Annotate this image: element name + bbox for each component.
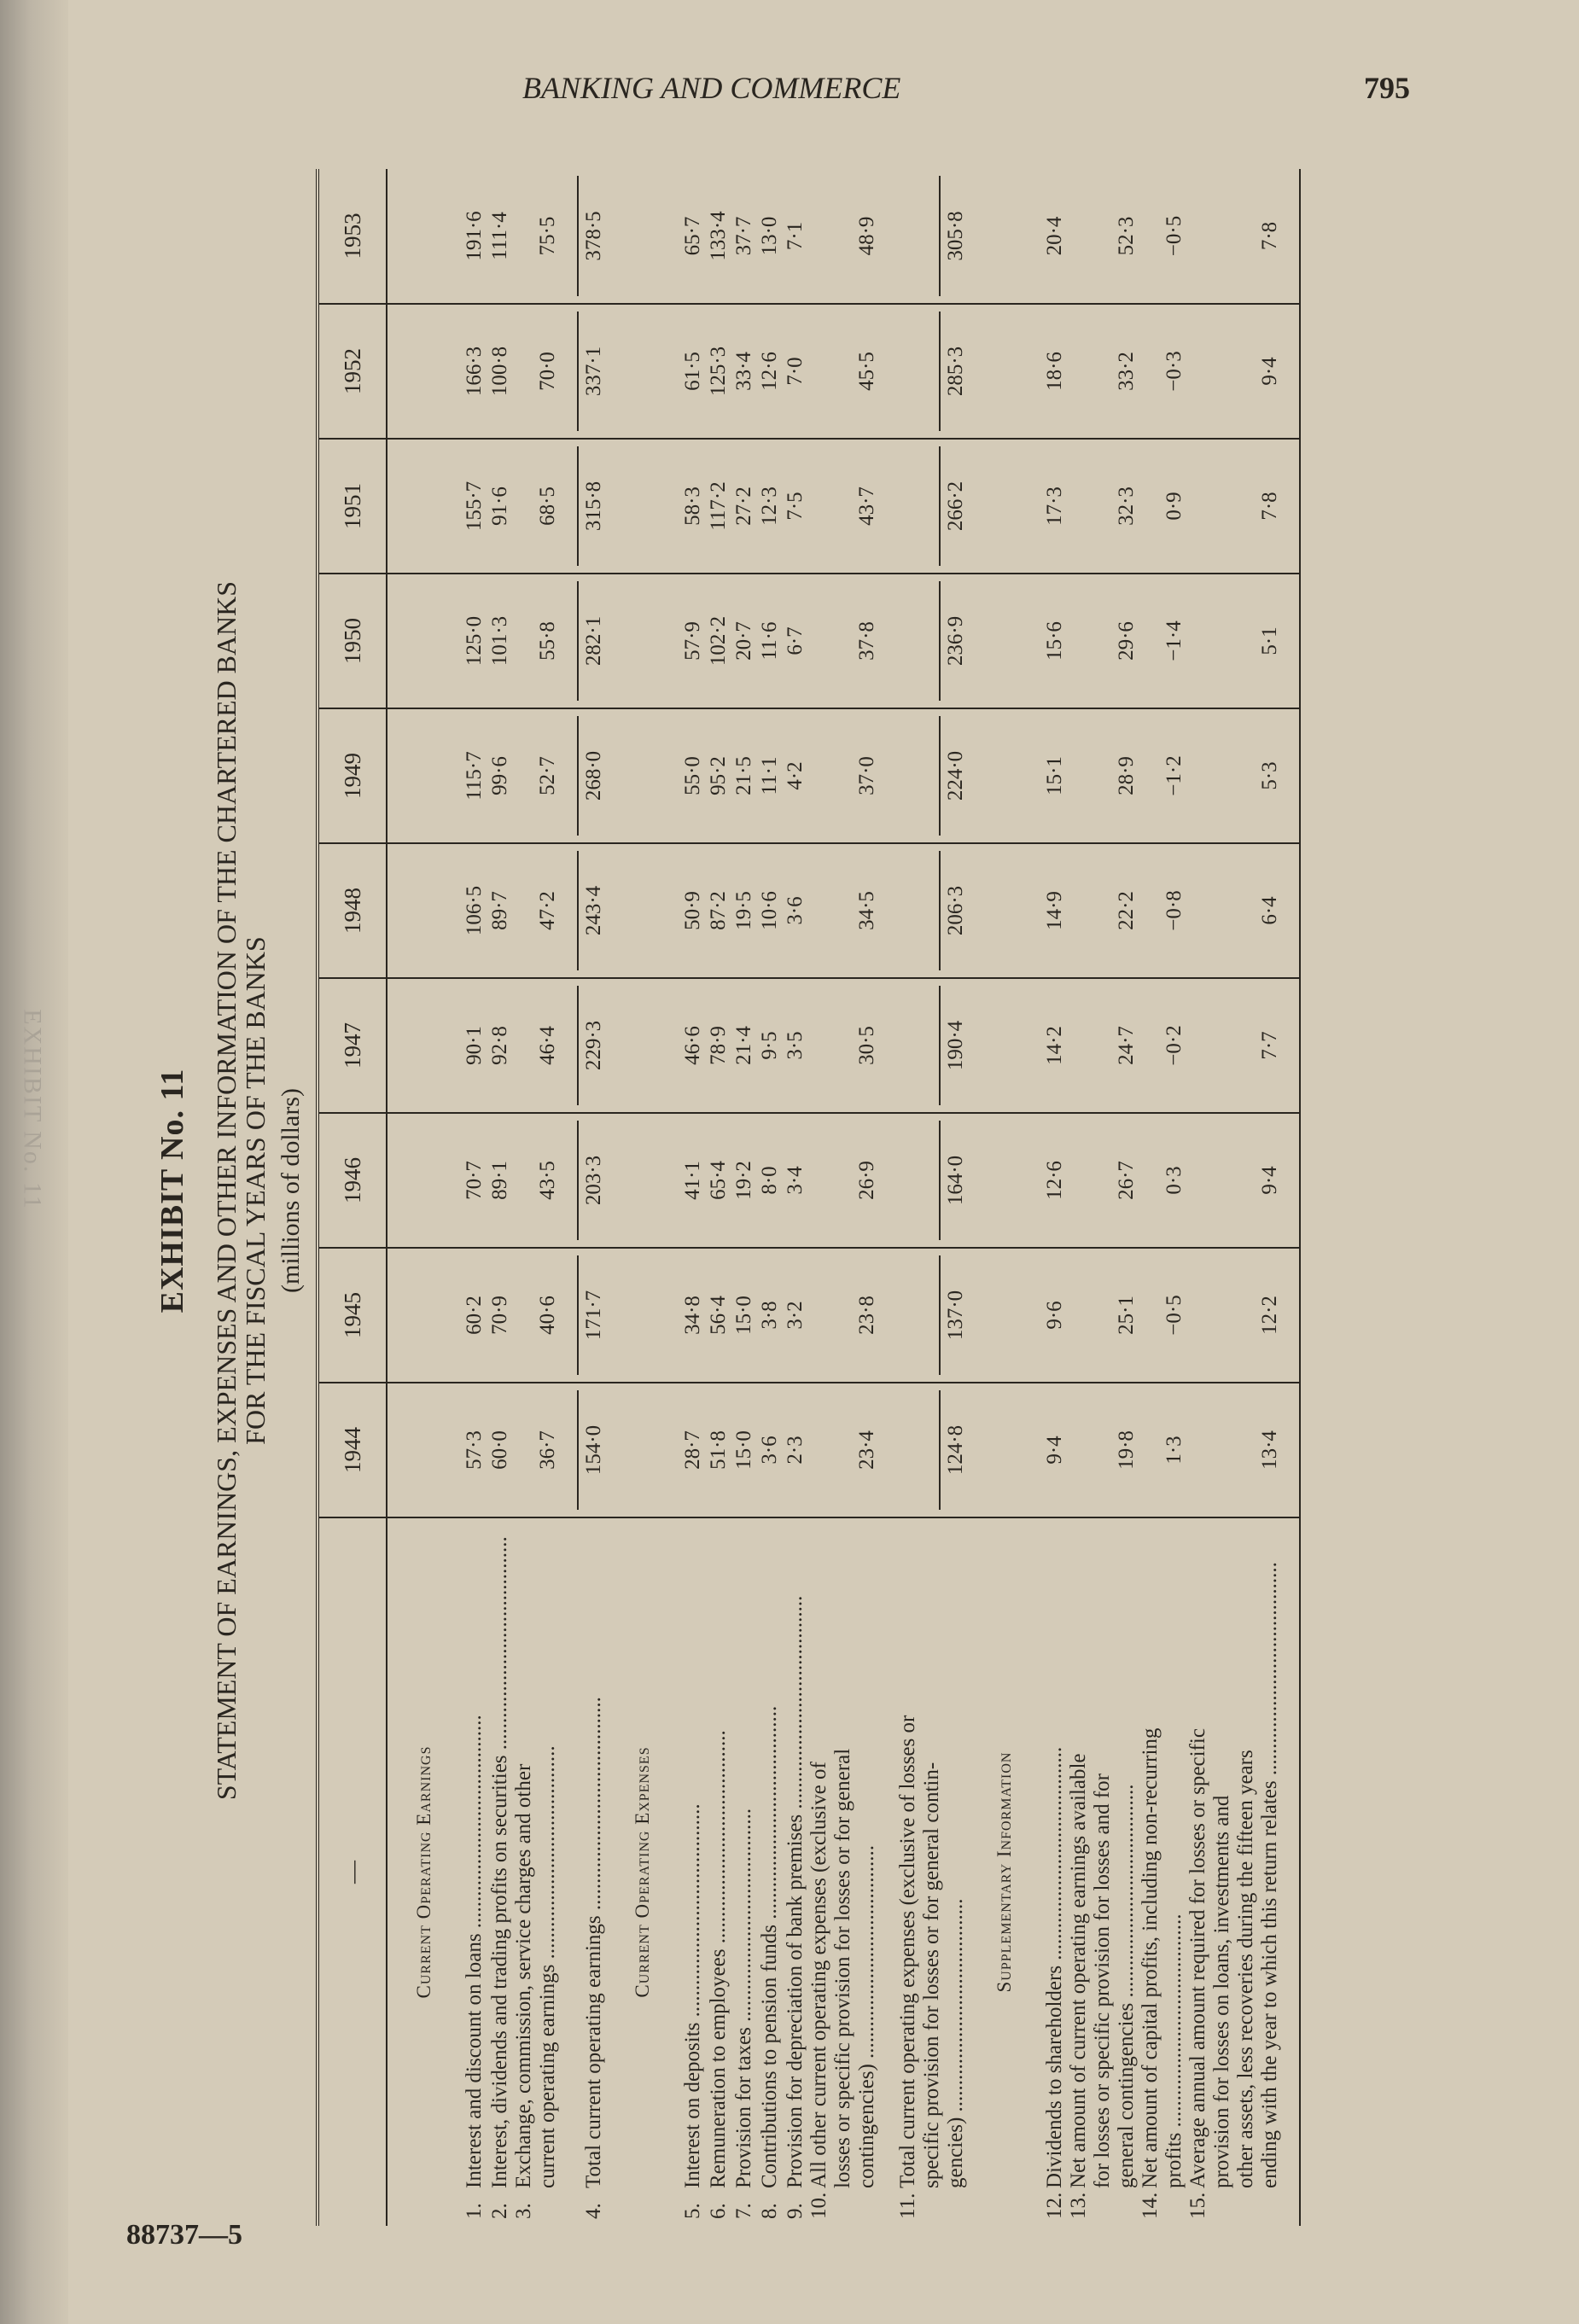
value-cell: 164·0 — [939, 1121, 968, 1240]
row-label: Provision for taxes ..... — [732, 1525, 756, 2188]
value-cell: 75·5 — [512, 169, 560, 304]
value-cell: 282·1 — [577, 581, 606, 701]
row-label: Remuneration to employees ..... — [707, 1525, 731, 2188]
value-cell: 37·0 — [807, 708, 879, 843]
value-cell: 8·0 — [756, 1113, 782, 1248]
value-cell: 229·3 — [577, 986, 606, 1105]
year-header: 1953 — [318, 169, 387, 304]
value-cell: 70·0 — [512, 304, 560, 439]
value-cell: 171·7 — [577, 1255, 606, 1375]
table-row — [782, 169, 807, 2226]
value-cell: 111·4 — [487, 169, 512, 304]
value-cell: 99·6 — [487, 708, 512, 843]
row-label: Provision for depreciation of bank premises ..... — [784, 1525, 807, 2188]
value-cell: 21·5 — [731, 708, 756, 843]
row-label: losses or specific provision for losses or for general — [831, 1748, 854, 2188]
row-label: Interest on deposits ..... — [681, 1525, 705, 2188]
value-cell: 91·6 — [487, 439, 512, 574]
value-cell: 15·1 — [1041, 708, 1067, 843]
serial-number: 88737—5 — [126, 2219, 242, 2251]
value-cell: 9·6 — [1041, 1248, 1067, 1383]
row-number: 2. — [488, 2203, 511, 2219]
value-cell: 337·1 — [577, 312, 606, 431]
row-label: Dividends to shareholders ..... — [1043, 1525, 1067, 2188]
value-cell: 65·4 — [705, 1113, 731, 1248]
value-cell: 10·6 — [756, 843, 782, 978]
value-cell: 33·4 — [731, 304, 756, 439]
value-cell: 36·7 — [512, 1383, 560, 1517]
value-cell: 154·0 — [577, 1390, 606, 1510]
row-label: specific provision for losses or for general contin- — [920, 1762, 943, 2188]
table-row — [487, 169, 512, 2226]
value-cell: 12·3 — [756, 439, 782, 574]
table-row-total — [879, 169, 968, 2226]
row-number: 12. — [1043, 2192, 1066, 2219]
value-cell: 155·7 — [461, 439, 487, 574]
row-number: 7. — [732, 2203, 755, 2219]
value-cell: 106·5 — [461, 843, 487, 978]
section-earnings: Current Operating Earnings — [413, 1745, 434, 1999]
row-label: Contributions to pension funds ..... — [758, 1525, 782, 2188]
year-header: 1952 — [318, 304, 387, 439]
row-label: current operating earnings ..... — [536, 1525, 560, 2188]
stub-header: — — [318, 1517, 387, 2226]
value-cell: 26·9 — [807, 1113, 879, 1248]
value-cell: 102·2 — [705, 574, 731, 708]
value-cell: 3·4 — [782, 1113, 807, 1248]
value-cell: 19·2 — [731, 1113, 756, 1248]
value-cell: 285·3 — [939, 312, 968, 431]
value-cell: 4·2 — [782, 708, 807, 843]
value-cell: 33·2 — [1067, 304, 1139, 439]
value-cell: 52·7 — [512, 708, 560, 843]
table-row — [807, 169, 879, 2226]
value-cell: 20·7 — [731, 574, 756, 708]
row-label: Exchange, commission, service charges and other — [512, 1763, 535, 2188]
row-number: 6. — [707, 2203, 730, 2219]
value-cell: −0·8 — [1139, 843, 1186, 978]
value-cell: 133·4 — [705, 169, 731, 304]
row-number: 3. — [512, 2203, 535, 2219]
value-cell: 47·2 — [512, 843, 560, 978]
row-number: 11. — [896, 2193, 919, 2219]
row-label: Interest, dividends and trading profits on securities ..... — [488, 1525, 512, 2188]
row-label: other assets, less recoveries during the fifteen years — [1234, 1750, 1257, 2188]
value-cell: 268·0 — [577, 716, 606, 836]
value-cell: 57·9 — [679, 574, 705, 708]
value-cell: −0·5 — [1139, 169, 1186, 304]
value-cell: 11·6 — [756, 574, 782, 708]
value-cell: 57·3 — [461, 1383, 487, 1517]
year-header: 1949 — [318, 708, 387, 843]
page-number: 795 — [1364, 71, 1410, 105]
value-cell: 55·8 — [512, 574, 560, 708]
table-row — [461, 169, 487, 2226]
section-heading-row — [387, 169, 461, 2226]
table-row — [756, 169, 782, 2226]
value-cell: 3·2 — [782, 1248, 807, 1383]
value-cell: 60·2 — [461, 1248, 487, 1383]
row-number: 15. — [1186, 2192, 1209, 2219]
value-cell: 166·3 — [461, 304, 487, 439]
value-cell: 1·3 — [1139, 1383, 1186, 1517]
section-supplementary: Supplementary Information — [993, 1751, 1015, 1993]
value-cell: 48·9 — [807, 169, 879, 304]
value-cell: 25·1 — [1067, 1248, 1139, 1383]
value-cell: 24·7 — [1067, 978, 1139, 1113]
value-cell: 43·5 — [512, 1113, 560, 1248]
year-header: 1947 — [318, 978, 387, 1113]
value-cell: 30·5 — [807, 978, 879, 1113]
value-cell: 266·2 — [939, 446, 968, 566]
value-cell: 7·5 — [782, 439, 807, 574]
row-label: Average annual amount required for losses or specific — [1186, 1728, 1209, 2188]
value-cell: 224·0 — [939, 716, 968, 836]
value-cell: 34·8 — [679, 1248, 705, 1383]
year-header: 1945 — [318, 1248, 387, 1383]
value-cell: 125·3 — [705, 304, 731, 439]
running-header — [522, 70, 1410, 106]
value-cell: 40·6 — [512, 1248, 560, 1383]
value-cell: 22·2 — [1067, 843, 1139, 978]
value-cell: 243·4 — [577, 851, 606, 970]
value-cell: 28·7 — [679, 1383, 705, 1517]
value-cell: 45·5 — [807, 304, 879, 439]
table-bottom-rule — [1282, 169, 1300, 2226]
value-cell: 115·7 — [461, 708, 487, 843]
rotated-table-page — [154, 145, 1442, 2236]
section-expenses: Current Operating Expenses — [632, 1746, 653, 1998]
value-cell: 78·9 — [705, 978, 731, 1113]
value-cell: 2·3 — [782, 1383, 807, 1517]
value-cell: 50·9 — [679, 843, 705, 978]
table-row — [679, 169, 705, 2226]
value-cell: 7·8 — [1186, 169, 1282, 304]
value-cell: 20·4 — [1041, 169, 1067, 304]
value-cell: 15·0 — [731, 1383, 756, 1517]
value-cell: 19·8 — [1067, 1383, 1139, 1517]
value-cell: 3·8 — [756, 1248, 782, 1383]
value-cell: 23·4 — [807, 1383, 879, 1517]
value-cell: 5·3 — [1186, 708, 1282, 843]
value-cell: 206·3 — [939, 851, 968, 970]
value-cell: −1·4 — [1139, 574, 1186, 708]
row-number: 1. — [463, 2203, 486, 2219]
value-cell: 43·7 — [807, 439, 879, 574]
value-cell: 12·6 — [756, 304, 782, 439]
value-cell: 203·3 — [577, 1121, 606, 1240]
value-cell: −0·3 — [1139, 304, 1186, 439]
value-cell: −0·5 — [1139, 1248, 1186, 1383]
value-cell: 60·0 — [487, 1383, 512, 1517]
value-cell: 9·4 — [1186, 1113, 1282, 1248]
value-cell: −0·2 — [1139, 978, 1186, 1113]
year-header: 1951 — [318, 439, 387, 574]
value-cell: 65·7 — [679, 169, 705, 304]
row-label: contingencies) ..... — [855, 1525, 879, 2188]
row-number: 13. — [1067, 2192, 1090, 2219]
value-cell: 190·4 — [939, 986, 968, 1105]
value-cell: −1·2 — [1139, 708, 1186, 843]
table-row — [731, 169, 756, 2226]
value-cell: 46·6 — [679, 978, 705, 1113]
value-cell: 41·1 — [679, 1113, 705, 1248]
row-number: 9. — [784, 2203, 807, 2219]
row-label: ending with the year to which this return relates ..... — [1258, 1525, 1282, 2188]
statement-title-line1: STATEMENT OF EARNINGS, EXPENSES AND OTHER INFORMATION OF THE CHARTERED BANKS — [211, 580, 242, 1801]
row-number: 4. — [582, 2203, 605, 2219]
row-number: 14. — [1139, 2192, 1162, 2219]
value-cell: 28·9 — [1067, 708, 1139, 843]
table-row — [1041, 169, 1067, 2226]
value-cell: 26·7 — [1067, 1113, 1139, 1248]
table-titles — [154, 145, 306, 2236]
row-label: All other current operating expenses (exclusive of — [807, 1762, 830, 2188]
value-cell: 305·8 — [939, 176, 968, 296]
section-heading-row — [606, 169, 679, 2226]
value-cell: 23·8 — [807, 1248, 879, 1383]
year-header: 1946 — [318, 1113, 387, 1248]
value-cell: 92·8 — [487, 978, 512, 1113]
value-cell: 191·6 — [461, 169, 487, 304]
bleed-through-text: EXHIBIT No. 11 — [19, 1009, 48, 1210]
table-row — [705, 169, 731, 2226]
value-cell: 61·5 — [679, 304, 705, 439]
value-cell: 124·8 — [939, 1390, 968, 1510]
value-cell: 32·3 — [1067, 439, 1139, 574]
row-label: Net amount of capital profits, including non-recurring — [1139, 1727, 1162, 2188]
year-header: 1948 — [318, 843, 387, 978]
value-cell: 5·1 — [1186, 574, 1282, 708]
row-label: profits ..... — [1162, 1525, 1186, 2188]
value-cell: 117·2 — [705, 439, 731, 574]
value-cell: 3·6 — [782, 843, 807, 978]
table-row — [512, 169, 560, 2226]
value-cell: 15·6 — [1041, 574, 1067, 708]
year-header: 1944 — [318, 1383, 387, 1517]
row-label: Net amount of current operating earnings available — [1067, 1753, 1090, 2188]
value-cell: 29·6 — [1067, 574, 1139, 708]
value-cell: 125·0 — [461, 574, 487, 708]
row-label: Interest and discount on loans ..... — [463, 1525, 487, 2188]
value-cell: 21·4 — [731, 978, 756, 1113]
value-cell: 34·5 — [807, 843, 879, 978]
row-label: gencies) ..... — [944, 1525, 968, 2188]
value-cell: 17·3 — [1041, 439, 1067, 574]
value-cell: 95·2 — [705, 708, 731, 843]
value-cell: 9·5 — [756, 978, 782, 1113]
value-cell: 27·2 — [731, 439, 756, 574]
value-cell: 101·3 — [487, 574, 512, 708]
value-cell: 37·7 — [731, 169, 756, 304]
year-header-row — [318, 169, 387, 2226]
row-number: 10. — [807, 2192, 830, 2219]
value-cell: 236·9 — [939, 581, 968, 701]
row-label: provision for losses on loans, investments and — [1210, 1795, 1233, 2188]
row-number: 8. — [758, 2203, 781, 2219]
value-cell: 90·1 — [461, 978, 487, 1113]
table-row — [1186, 169, 1282, 2226]
value-cell: 89·7 — [487, 843, 512, 978]
value-cell: 12·2 — [1186, 1248, 1282, 1383]
value-cell: 56·4 — [705, 1248, 731, 1383]
value-cell: 51·8 — [705, 1383, 731, 1517]
value-cell: 58·3 — [679, 439, 705, 574]
row-label: general contingencies ..... — [1115, 1525, 1139, 2188]
value-cell: 55·0 — [679, 708, 705, 843]
value-cell: 378·5 — [577, 176, 606, 296]
value-cell: 13·4 — [1186, 1383, 1282, 1517]
value-cell: 7·0 — [782, 304, 807, 439]
row-number: 5. — [681, 2203, 704, 2219]
value-cell: 6·4 — [1186, 843, 1282, 978]
row-label: Total current operating earnings ..... — [582, 1525, 606, 2188]
value-cell: 6·7 — [782, 574, 807, 708]
value-cell: 87·2 — [705, 843, 731, 978]
value-cell: 14·9 — [1041, 843, 1067, 978]
value-cell: 7·7 — [1186, 978, 1282, 1113]
value-cell: 100·8 — [487, 304, 512, 439]
table-row-total — [560, 169, 606, 2226]
table-row — [1139, 169, 1186, 2226]
section-heading-row — [968, 169, 1041, 2226]
value-cell: 68·5 — [512, 439, 560, 574]
value-cell: 0·3 — [1139, 1113, 1186, 1248]
value-cell: 14·2 — [1041, 978, 1067, 1113]
value-cell: 70·7 — [461, 1113, 487, 1248]
value-cell: 13·0 — [756, 169, 782, 304]
value-cell: 9·4 — [1186, 304, 1282, 439]
row-label: Total current operating expenses (exclusive of losses or — [896, 1715, 919, 2188]
value-cell: 3·5 — [782, 978, 807, 1113]
table-row — [1067, 169, 1139, 2226]
value-cell: 37·8 — [807, 574, 879, 708]
value-cell: 0·9 — [1139, 439, 1186, 574]
value-cell: 12·6 — [1041, 1113, 1067, 1248]
units-note: (millions of dollars) — [277, 1088, 305, 1293]
value-cell: 9·4 — [1041, 1383, 1067, 1517]
statement-title — [212, 145, 270, 2236]
value-cell: 11·1 — [756, 708, 782, 843]
statement-title-line2: FOR THE FISCAL YEARS OF THE BANKS — [240, 936, 271, 1445]
value-cell: 18·6 — [1041, 304, 1067, 439]
earnings-table — [316, 169, 1301, 2226]
year-header: 1950 — [318, 574, 387, 708]
value-cell: 15·0 — [731, 1248, 756, 1383]
value-cell: 46·4 — [512, 978, 560, 1113]
running-head: BANKING AND COMMERCE — [522, 71, 901, 105]
value-cell: 89·1 — [487, 1113, 512, 1248]
value-cell: 19·5 — [731, 843, 756, 978]
exhibit-title: EXHIBIT No. 11 — [154, 1068, 190, 1313]
row-label: for losses or specific provision for losses and for — [1091, 1773, 1114, 2188]
value-cell: 315·8 — [577, 446, 606, 566]
value-cell: 52·3 — [1067, 169, 1139, 304]
value-cell: 7·1 — [782, 169, 807, 304]
value-cell: 7·8 — [1186, 439, 1282, 574]
value-cell: 3·6 — [756, 1383, 782, 1517]
value-cell: 70·9 — [487, 1248, 512, 1383]
value-cell: 137·0 — [939, 1255, 968, 1375]
